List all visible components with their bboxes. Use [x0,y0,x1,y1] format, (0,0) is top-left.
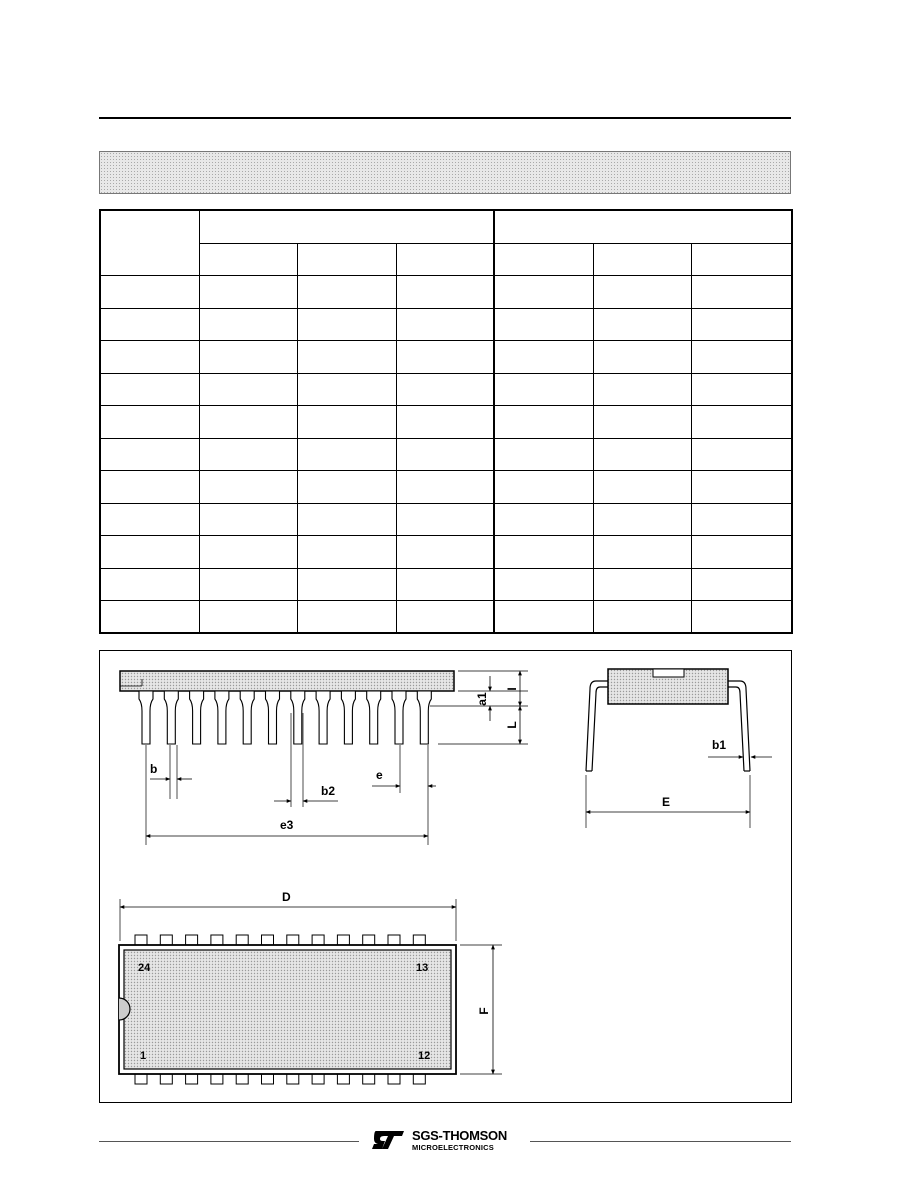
side-lead [341,691,355,744]
table-cell [691,373,792,405]
side-view-leads [139,691,431,744]
table-cell [691,341,792,373]
table-cell [396,536,494,568]
table-row [100,503,792,535]
table-cell [100,503,199,535]
table-cell [593,536,691,568]
bottom-pin [211,1074,223,1084]
side-view [120,671,528,845]
top-pin [262,935,274,945]
table-cell [396,568,494,600]
top-pin [160,935,172,945]
pin-label-24: 24 [138,962,151,974]
table-cell [396,373,494,405]
pin-label-13: 13 [416,962,429,974]
table-cell [199,503,297,535]
side-lead [417,691,431,744]
bottom-pin [160,1074,172,1084]
table-cell [297,438,396,470]
table-cell [593,276,691,308]
table-cell [691,568,792,600]
logo-division-name: MICROELECTRONICS [412,1143,494,1152]
table-cell [199,341,297,373]
table-cell [100,600,199,633]
table-row [100,308,792,340]
bottom-pin [312,1074,324,1084]
side-lead [164,691,178,744]
top-pin [236,935,248,945]
dim-label-D: D [282,890,291,904]
side-lead [392,691,406,744]
dim-label-e: e [376,768,383,782]
top-pin [211,935,223,945]
table-header-group-b [494,210,792,243]
side-lead [240,691,254,744]
table-cell [494,471,593,503]
table-cell [691,503,792,535]
table-cell [494,568,593,600]
table-cell [100,373,199,405]
table-cell [494,276,593,308]
package-body-side [120,671,454,691]
table-cell [100,341,199,373]
table-cell [593,373,691,405]
dimensions-table [99,209,793,634]
table-cell [494,438,593,470]
table-cell [494,600,593,633]
pin-label-12: 12 [418,1050,431,1062]
company-logo [370,1127,530,1155]
table-cell [100,568,199,600]
top-pin [413,935,425,945]
table-cell [100,308,199,340]
side-lead [215,691,229,744]
header-rule [99,117,791,119]
bottom-pin [262,1074,274,1084]
table-cell [396,308,494,340]
table-cell [199,600,297,633]
footer-rule-left [99,1141,359,1142]
table-cell [199,276,297,308]
table-cell [691,406,792,438]
table-cell [396,406,494,438]
dim-label-b1: b1 [712,738,727,752]
dim-label-e3: e3 [280,818,294,832]
table-row [100,406,792,438]
table-cell [396,438,494,470]
side-lead [190,691,204,744]
top-pin [337,935,349,945]
table-cell [593,406,691,438]
table-cell [691,600,792,633]
table-cell [297,536,396,568]
side-lead [266,691,280,744]
table-cell [396,503,494,535]
package-drawing [100,651,791,1102]
table-cell [593,568,691,600]
table-cell [691,536,792,568]
table-subheader-cell [494,243,593,275]
table-cell [494,536,593,568]
dim-label-F: F [477,1007,491,1015]
bottom-pin [388,1074,400,1084]
table-cell [297,503,396,535]
table-subheader-cell [396,243,494,275]
bottom-pin [337,1074,349,1084]
table-cell [494,373,593,405]
table-cell [396,276,494,308]
dim-label-l: L [505,721,519,729]
bottom-pin [413,1074,425,1084]
table-cell [297,308,396,340]
top-pin [287,935,299,945]
end-view [586,669,772,828]
table-cell [297,568,396,600]
table-cell [100,536,199,568]
table-header-dim [100,210,199,276]
dim-label-a1: a1 [475,692,489,706]
bottom-pin [363,1074,375,1084]
st-logo-icon [370,1129,406,1151]
table-cell [100,406,199,438]
table-cell [199,568,297,600]
side-lead [139,691,153,744]
table-header-group-a [199,210,494,243]
bottom-pin [236,1074,248,1084]
table-cell [593,600,691,633]
table-cell [100,438,199,470]
table-cell [297,406,396,438]
table-row [100,600,792,633]
table-cell [297,373,396,405]
table-cell [297,471,396,503]
table-cell [593,503,691,535]
table-cell [691,438,792,470]
table-cell [494,406,593,438]
table-cell [494,308,593,340]
table-cell [593,471,691,503]
table-cell [593,341,691,373]
table-cell [297,341,396,373]
table-cell [199,536,297,568]
table-subheader-cell [691,243,792,275]
top-view [119,890,502,1084]
table-subheader-cell [297,243,396,275]
table-cell [494,503,593,535]
table-cell [396,600,494,633]
table-cell [100,276,199,308]
table-cell [396,341,494,373]
package-drawing-frame [99,650,792,1103]
top-pin [135,935,147,945]
table-cell [199,308,297,340]
logo-company-name: SGS-THOMSON [412,1128,507,1143]
package-body-top [124,950,451,1069]
table-row [100,438,792,470]
table-cell [100,471,199,503]
top-pin [186,935,198,945]
top-pin [363,935,375,945]
section-title-bar [99,151,791,194]
dim-label-b: b [150,762,158,776]
table-cell [494,341,593,373]
table-row [100,568,792,600]
table-cell [199,471,297,503]
dim-label-i: I [505,687,519,691]
table-row [100,373,792,405]
table-body [100,276,792,633]
table-cell [199,438,297,470]
table-cell [199,406,297,438]
table-cell [691,276,792,308]
table-cell [297,276,396,308]
dim-label-b2: b2 [321,784,336,798]
table-row [100,471,792,503]
table-cell [199,373,297,405]
table-cell [593,438,691,470]
top-pin [388,935,400,945]
table-subheader-cell [199,243,297,275]
side-lead [367,691,381,744]
table-cell [593,308,691,340]
table-row [100,536,792,568]
table-row [100,341,792,373]
bottom-pin [186,1074,198,1084]
bottom-pin [135,1074,147,1084]
footer-rule-right [530,1141,791,1142]
table-cell [396,471,494,503]
pin-label-1: 1 [140,1050,147,1062]
table-cell [691,471,792,503]
dim-label-E: E [662,795,671,809]
table-row [100,276,792,308]
table-subheader-cell [593,243,691,275]
table-cell [691,308,792,340]
side-lead [316,691,330,744]
bottom-pin [287,1074,299,1084]
table-cell [297,600,396,633]
top-pin [312,935,324,945]
